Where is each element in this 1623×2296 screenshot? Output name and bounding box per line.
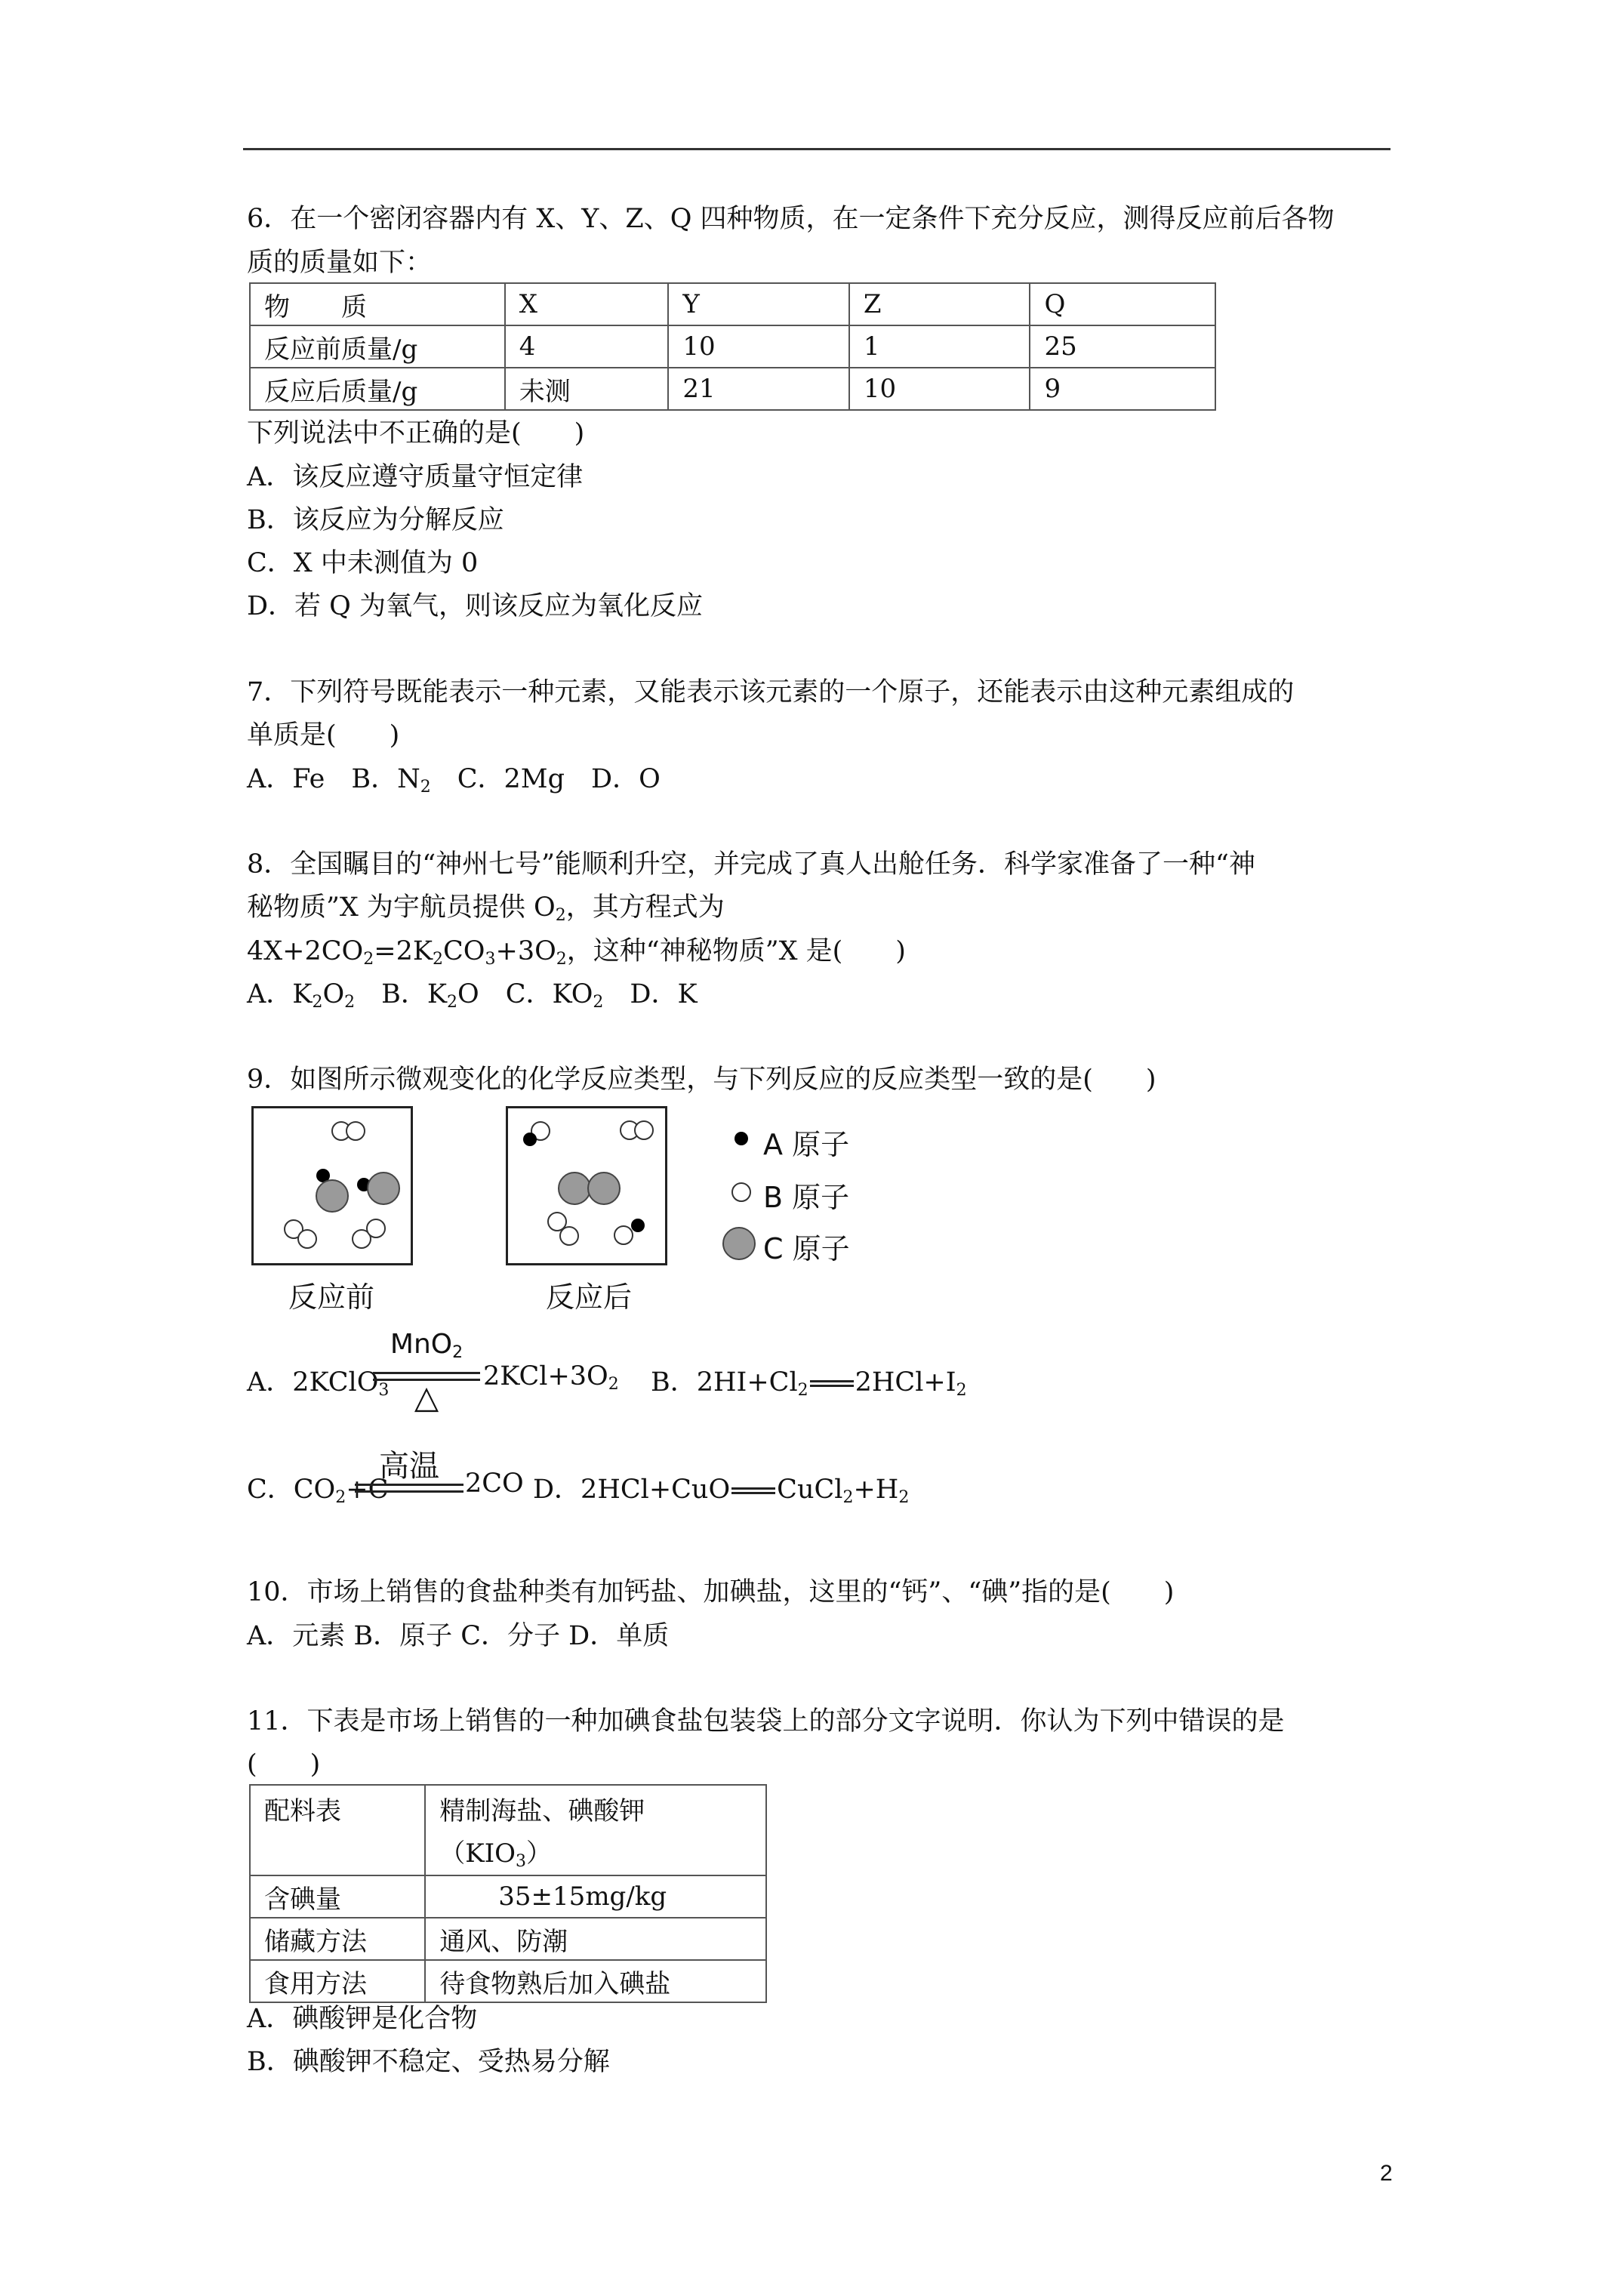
legend-b-atom-icon — [731, 1182, 751, 1202]
q11-stem-line1: 11．下表是市场上销售的一种加碘食盐包装袋上的部分文字说明．你认为下列中错误的是 — [247, 1706, 1285, 1737]
subscript: 2 — [452, 1343, 463, 1362]
q8-text: ，这种“神秘物质”X 是( ) — [566, 936, 906, 966]
legend-a-atom-icon — [735, 1132, 748, 1145]
q6-option-b: B．该反应为分解反应 — [247, 505, 504, 535]
b-atom — [297, 1229, 317, 1249]
reaction-condition-arrow — [373, 1329, 480, 1419]
table-cell: 配料表 — [250, 1785, 425, 1875]
q10-options: A．元素 B．原子 C．分子 D．单质 — [247, 1621, 670, 1651]
subscript: 2 — [593, 993, 604, 1012]
q9-text: 2KCl+3O — [483, 1361, 608, 1391]
salt-label-table — [249, 1784, 767, 2003]
q8-text: A．K — [247, 979, 313, 1009]
q11-text: （KIO — [439, 1838, 516, 1869]
q9-text: 2HCl+I — [855, 1367, 956, 1398]
c-atom — [367, 1172, 400, 1205]
q6-option-a: A．该反应遵守质量守恒定律 — [247, 462, 584, 492]
arrow-line — [373, 1372, 480, 1374]
ingredient-text: 精制海盐、碘酸钾 — [439, 1796, 645, 1826]
q7-stem-line1: 7．下列符号既能表示一种元素，又能表示该元素的一个原子，还能表示由这种元素组成的 — [247, 677, 1295, 707]
legend-a-label: A 原子 — [763, 1128, 850, 1161]
b-atom — [559, 1226, 579, 1246]
legend-b-label: B 原子 — [763, 1181, 850, 1214]
table-cell: 反应后质量/g — [250, 368, 505, 410]
subscript: 2 — [898, 1488, 910, 1507]
table-cell: 储藏方法 — [250, 1918, 425, 1960]
subscript: 2 — [556, 950, 567, 969]
subscript: 2 — [842, 1488, 854, 1507]
c-atom — [558, 1172, 591, 1205]
q8-text: B．K — [355, 979, 448, 1009]
reaction-condition-arrow — [355, 1442, 463, 1502]
table-row — [250, 325, 1215, 368]
legend-c-label: C 原子 — [763, 1232, 850, 1265]
q11-option-a: A．碘酸钾是化合物 — [247, 2004, 478, 2034]
q9-text: MnO — [390, 1329, 453, 1360]
subscript: 2 — [555, 906, 566, 925]
arrow-line — [355, 1490, 463, 1493]
q9-text: CuCl — [777, 1475, 843, 1505]
equals-sign — [731, 1487, 775, 1494]
subscript: 2 — [363, 950, 374, 969]
table-cell: 35±15mg/kg — [425, 1875, 766, 1918]
b-atom — [614, 1225, 633, 1245]
table-row — [250, 1875, 766, 1918]
table-cell: 物 质 — [250, 283, 505, 325]
q7-stem-line2: 单质是( ) — [247, 720, 400, 750]
b-atom — [366, 1219, 386, 1238]
subscript: 3 — [516, 1852, 527, 1871]
table-row — [250, 1785, 766, 1875]
table-cell: 反应前质量/g — [250, 325, 505, 368]
q8-text: CO — [443, 936, 485, 966]
q8-stem-line2 — [247, 891, 725, 924]
table-cell: 9 — [1030, 368, 1215, 410]
q9-option-a-left — [247, 1361, 389, 1399]
q7-option-text: C．2Mg D．O — [430, 764, 661, 794]
q9-text: +H — [853, 1475, 899, 1505]
q7-option-text: A．Fe B．N — [247, 764, 420, 794]
subscript: 2 — [797, 1381, 808, 1400]
q9-text: C．CO — [247, 1475, 336, 1505]
q7-options — [247, 763, 661, 796]
q9-reaction-diagram — [247, 1099, 911, 1325]
q9-option-a-right — [483, 1361, 619, 1394]
subscript: 2 — [335, 1488, 346, 1507]
q8-text: D．K — [603, 979, 698, 1009]
table-cell: 4 — [505, 325, 669, 368]
table-cell: Y — [668, 283, 849, 325]
q11-stem-line2: ( ) — [247, 1749, 321, 1780]
caption-after: 反应后 — [546, 1281, 633, 1314]
table-cell: 含碘量 — [250, 1875, 425, 1918]
page-number: 2 — [1380, 2161, 1393, 2186]
subscript: 2 — [344, 993, 356, 1012]
q6-option-c: C．X 中未测值为 0 — [247, 548, 479, 578]
q11-text: ） — [526, 1838, 553, 1869]
legend-c-atom-icon — [722, 1227, 756, 1260]
q10-stem: 10．市场上销售的食盐种类有加钙盐、加碘盐，这里的“钙”、“碘”指的是( ) — [247, 1577, 1175, 1607]
q9-text: A．2KClO — [247, 1367, 379, 1398]
subscript: 2 — [608, 1375, 619, 1394]
table-cell: 待食物熟后加入碘盐 — [425, 1960, 766, 2002]
q8-text: O — [322, 979, 345, 1009]
table-cell: Q — [1030, 283, 1215, 325]
q8-text: O C．KO — [457, 979, 593, 1009]
q8-text: =2K — [374, 936, 433, 966]
q9-option-d — [533, 1469, 909, 1506]
subscript: 2 — [420, 778, 431, 797]
q6-option-d: D．若 Q 为氧气，则该反应为氧化反应 — [247, 591, 704, 621]
q8-text: +3O — [495, 936, 556, 966]
caption-before: 反应前 — [288, 1281, 375, 1314]
reaction-before-box — [251, 1106, 413, 1265]
q11-option-b: B．碘酸钾不稳定、受热易分解 — [247, 2047, 610, 2077]
q9-text: +C — [346, 1475, 389, 1505]
q9-text: D．2HCl+CuO — [533, 1475, 731, 1505]
q9-option-c-right: 2CO — [465, 1469, 524, 1499]
heat-symbol: △ — [414, 1379, 439, 1416]
q9-text: B．2HI+Cl — [651, 1367, 798, 1398]
table-row — [250, 283, 1215, 325]
q6-prompt: 下列说法中不正确的是( ) — [247, 418, 585, 448]
table-row — [250, 368, 1215, 410]
table-row — [250, 1918, 766, 1960]
table-row — [250, 1960, 766, 2002]
q8-stem-line1: 8．全国瞩目的“神州七号”能顺利升空，并完成了真人出舱任务．科学家准备了一种“神 — [247, 849, 1255, 880]
a-atom — [523, 1133, 537, 1146]
table-cell: 1 — [849, 325, 1030, 368]
b-atom — [346, 1121, 365, 1141]
reaction-after-box — [506, 1106, 667, 1265]
table-cell: 通风、防潮 — [425, 1918, 766, 1960]
q8-equation-line — [247, 935, 906, 968]
q6-stem-line2: 质的质量如下： — [247, 248, 433, 278]
catalyst-label — [373, 1329, 480, 1360]
a-atom — [631, 1219, 645, 1232]
high-temp-label: 高温 — [379, 1449, 439, 1484]
table-cell: 25 — [1030, 325, 1215, 368]
table-cell: X — [505, 283, 669, 325]
table-cell: 10 — [668, 325, 849, 368]
table-cell — [425, 1785, 766, 1875]
subscript: 3 — [378, 1381, 390, 1400]
table-cell: 未测 — [505, 368, 669, 410]
q8-text: 4X+2CO — [247, 936, 364, 966]
arrow-line — [355, 1484, 463, 1486]
q6-stem-line1: 6．在一个密闭容器内有 X、Y、Z、Q 四种物质，在一定条件下充分反应，测得反应前后各物 — [247, 204, 1335, 234]
equals-sign — [810, 1380, 854, 1387]
table-cell: 10 — [849, 368, 1030, 410]
subscript: 2 — [447, 993, 458, 1012]
table-cell: Z — [849, 283, 1030, 325]
subscript: 3 — [485, 950, 496, 969]
q9-option-b — [651, 1361, 967, 1399]
subscript: 2 — [312, 993, 323, 1012]
table-cell: 21 — [668, 368, 849, 410]
b-atom — [634, 1120, 654, 1140]
c-atom — [587, 1172, 621, 1205]
header-rule — [243, 148, 1390, 150]
q9-stem: 9．如图所示微观变化的化学反应类型，与下列反应的反应类型一致的是( ) — [247, 1065, 1156, 1095]
table-cell: 食用方法 — [250, 1960, 425, 2002]
q8-text: 秘物质”X 为宇航员提供 O — [247, 892, 556, 923]
q8-text: ，其方程式为 — [565, 892, 725, 923]
subscript: 2 — [956, 1381, 967, 1400]
ingredient-formula — [439, 1832, 752, 1875]
q6-mass-table — [249, 282, 1216, 411]
q8-options — [247, 978, 698, 1011]
c-atom — [316, 1179, 349, 1213]
subscript: 2 — [433, 950, 444, 969]
